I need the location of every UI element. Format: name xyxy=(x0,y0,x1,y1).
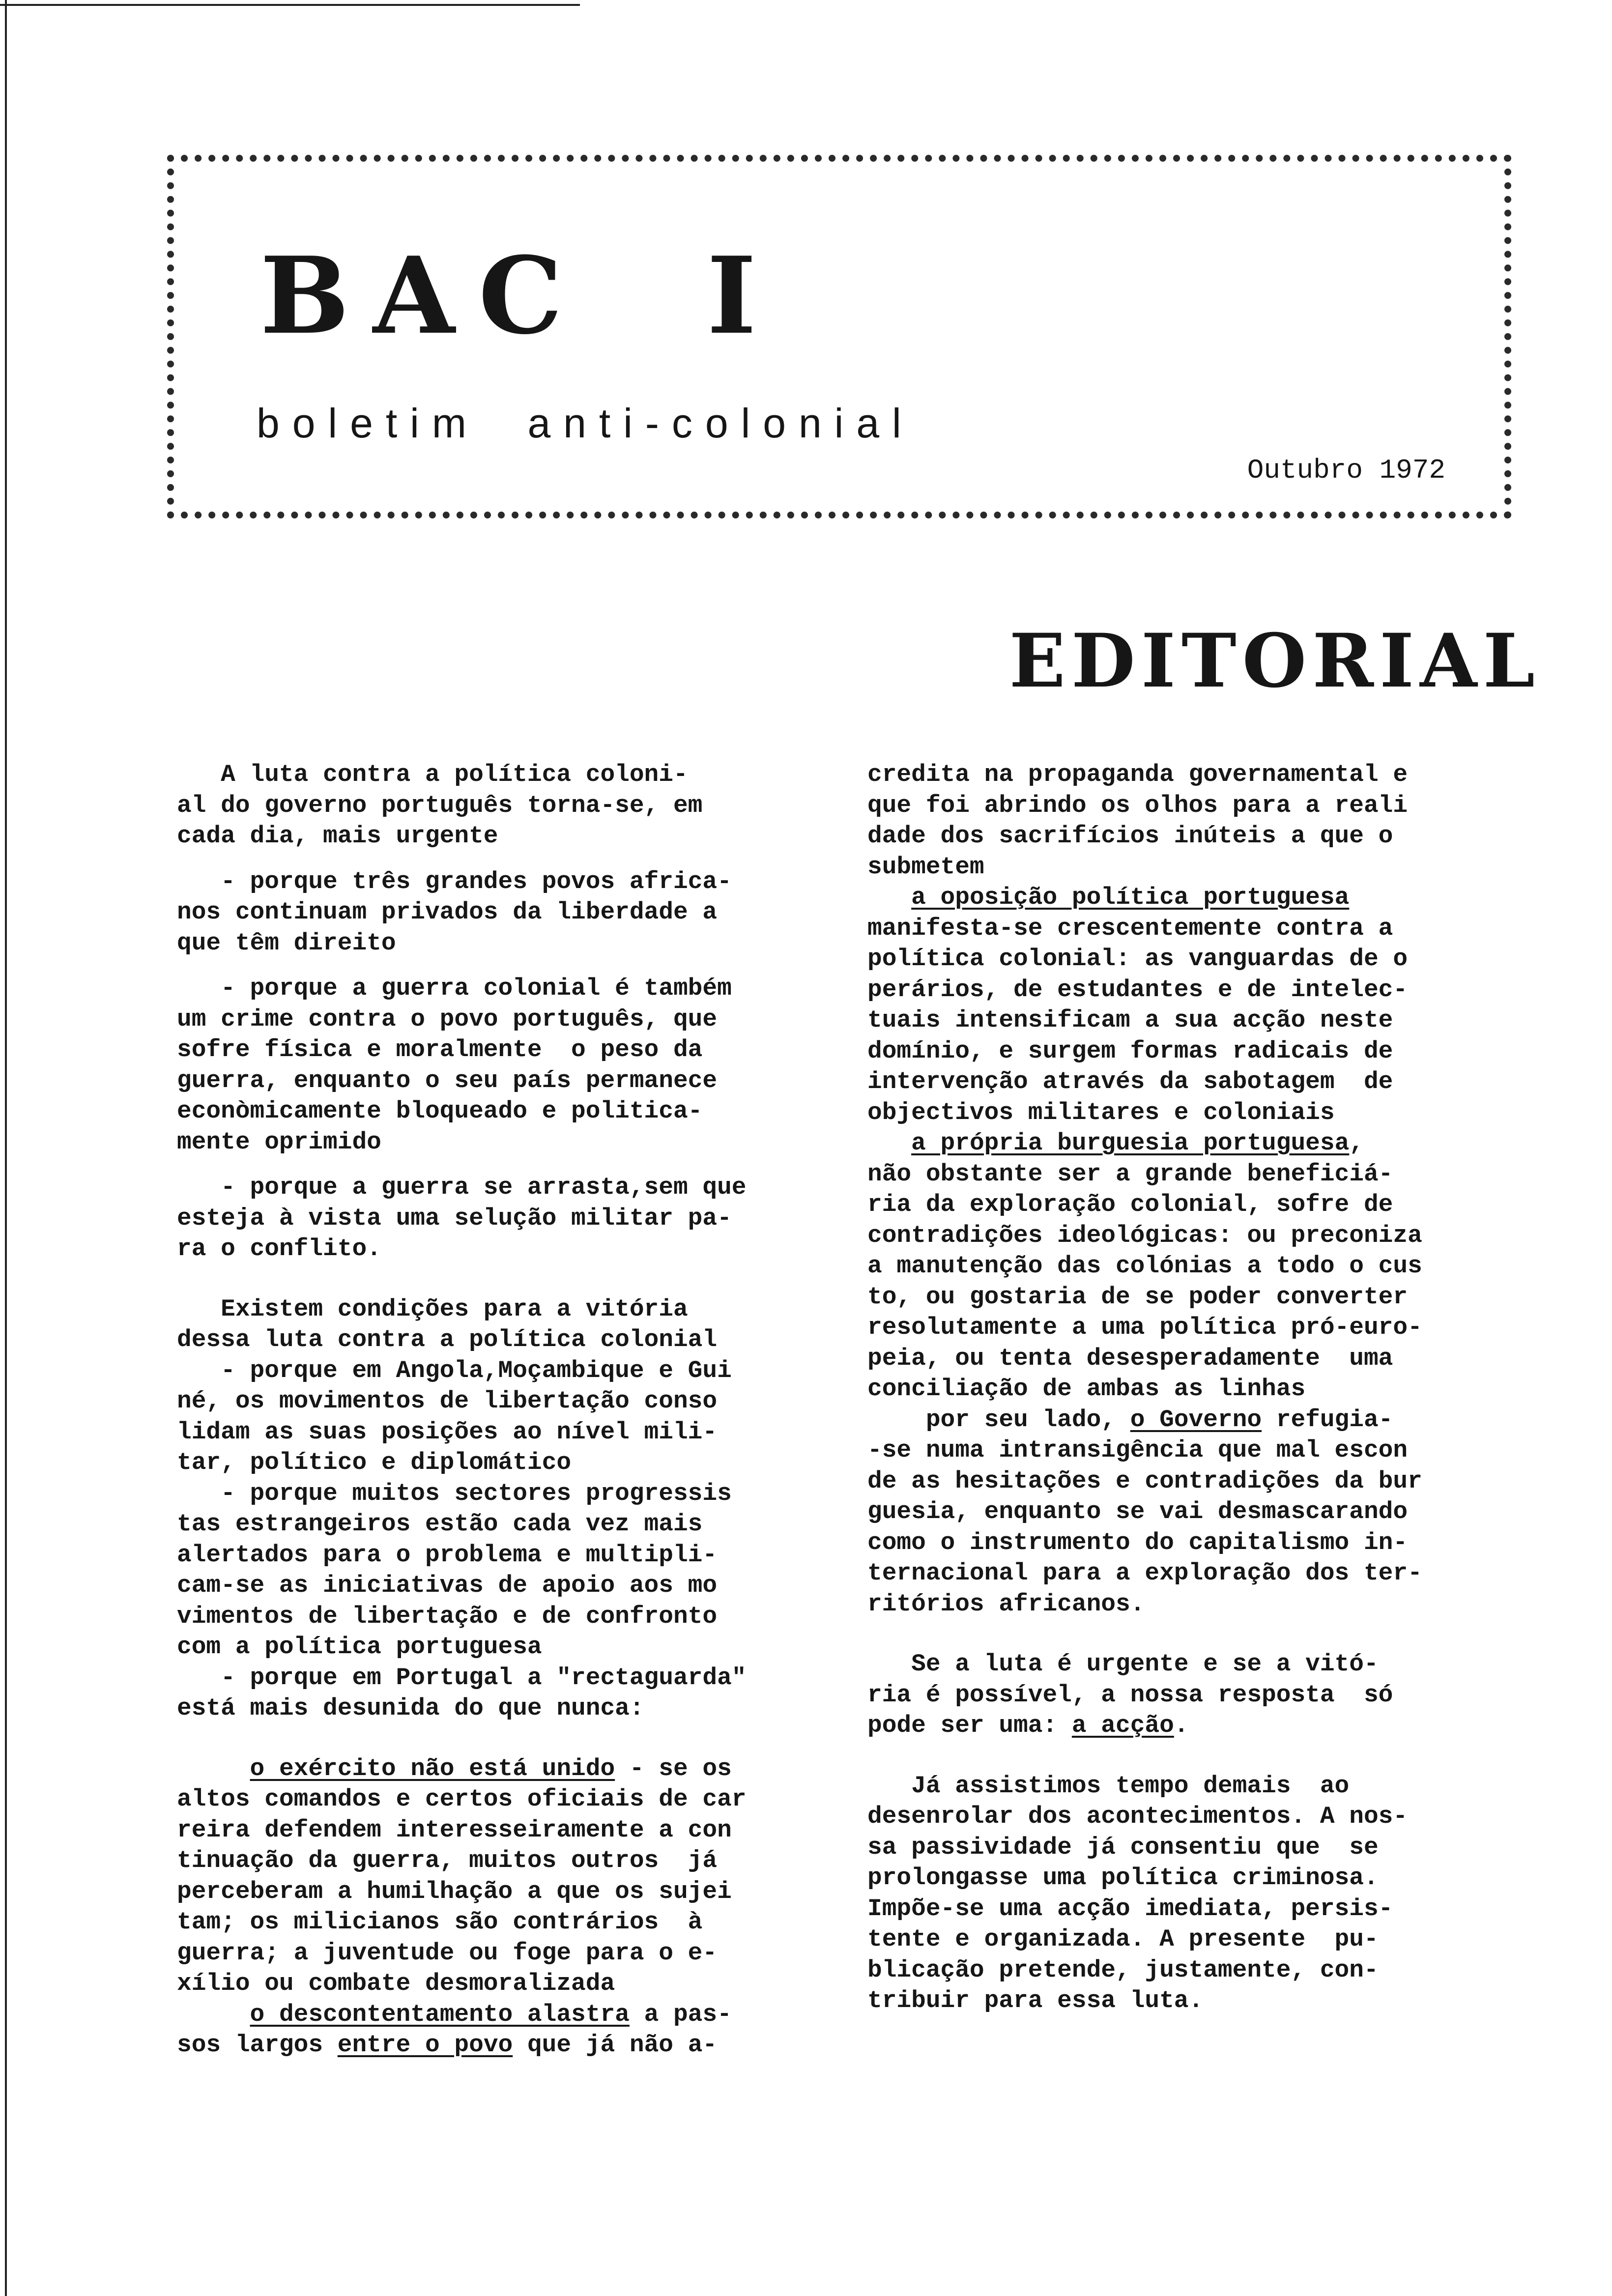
text-line: desenrolar dos acontecimentos. A nos- xyxy=(867,1803,1408,1830)
text-line: tuais intensificam a sua acção neste xyxy=(867,1006,1393,1034)
paragraph-gap xyxy=(867,1741,1422,1771)
paragraph-gap xyxy=(177,1157,747,1172)
text-line: mente oprimido xyxy=(177,1128,381,1156)
text-line: al do governo português torna-se, em xyxy=(177,791,703,819)
masthead-title: BAC I xyxy=(260,233,780,358)
text-line: to, ou gostaria de se poder converter xyxy=(867,1283,1408,1311)
text-line: está mais desunida do que nunca: xyxy=(177,1694,644,1722)
text-line: altos comandos e certos oficiais de car xyxy=(177,1785,747,1813)
text-line: o exército não está unido - se os xyxy=(250,1754,732,1782)
text-line: por seu lado, o Governo refugia- xyxy=(867,1406,1393,1434)
text-line: contradições ideológicas: ou preconiza xyxy=(867,1221,1422,1249)
text-line: - porque a guerra se arrasta,sem que xyxy=(177,1174,747,1201)
issue-date: Outubro 1972 xyxy=(1247,455,1445,486)
underlined-phrase: a acção xyxy=(1071,1712,1174,1739)
text-line: blicação pretende, justamente, con- xyxy=(867,1956,1379,1984)
text-line: não obstante ser a grande beneficiá- xyxy=(867,1160,1393,1188)
scan-edge-top xyxy=(0,4,580,6)
underlined-phrase: a oposição política portuguesa xyxy=(911,884,1350,911)
text-line: a manutenção das colónias a todo o cus xyxy=(867,1252,1422,1280)
text-line: lidam as suas posições ao nível mili- xyxy=(177,1418,718,1446)
text-line: resolutamente a uma política pró-euro- xyxy=(867,1314,1422,1341)
text-line: xílio ou combate desmoralizada xyxy=(177,1970,615,1997)
underlined-phrase: a própria burguesia portuguesa xyxy=(911,1129,1350,1157)
text-line: submetem xyxy=(867,853,984,881)
paragraph-gap xyxy=(177,1724,747,1753)
text-line: - porque muitos sectores progressis xyxy=(177,1479,732,1507)
text-line: objectivos militares e coloniais xyxy=(867,1098,1335,1126)
text-line: nos continuam privados da liberdade a xyxy=(177,898,718,926)
text-line: conciliação de ambas as linhas xyxy=(867,1375,1306,1403)
text-line: que foi abrindo os olhos para a reali xyxy=(867,791,1408,819)
underlined-phrase: o exército não está unido xyxy=(250,1754,615,1782)
text-line: tas estrangeiros estão cada vez mais xyxy=(177,1510,703,1538)
text-line: perários, de estudantes e de intelec- xyxy=(867,976,1408,1004)
text-line: sofre física e moralmente o peso da xyxy=(177,1036,703,1063)
text-line: intervenção através da sabotagem de xyxy=(867,1068,1393,1095)
text-line: tam; os milicianos são contrários à xyxy=(177,1908,703,1936)
text-line: Se a luta é urgente e se a vitó- xyxy=(867,1650,1379,1678)
text-line: dade dos sacrifícios inúteis a que o xyxy=(867,822,1393,850)
text-line: Existem condições para a vitória xyxy=(177,1295,688,1323)
text-line: de as hesitações e contradições da bur xyxy=(867,1467,1422,1495)
text-line: guerra, enquanto o seu país permanece xyxy=(177,1066,718,1094)
text-line: esteja à vista uma selução militar pa- xyxy=(177,1204,732,1232)
text-line: - porque a guerra colonial é também xyxy=(177,975,732,1002)
text-line: credita na propaganda governamental e xyxy=(867,761,1408,788)
text-line: como o instrumento do capitalismo in- xyxy=(867,1528,1408,1556)
text-line: tar, político e diplomático xyxy=(177,1449,572,1476)
text-line: -se numa intransigência que mal escon xyxy=(867,1436,1408,1464)
text-line: perceberam a humilhação a que os sujei xyxy=(177,1877,732,1905)
text-line: ra o conflito. xyxy=(177,1235,381,1263)
text-line: o descontentamento alastra a pas- xyxy=(250,2000,732,2028)
text-line: tinuação da guerra, muitos outros já xyxy=(177,1847,718,1874)
text-line: tente e organizada. A presente pu- xyxy=(867,1925,1379,1953)
right-text-column xyxy=(867,759,1422,2016)
text-line: sa passividade já consentiu que se xyxy=(867,1833,1379,1861)
text-line: ria é possível, a nossa resposta só xyxy=(867,1681,1393,1709)
text-line: ternacional para a exploração dos ter- xyxy=(867,1559,1422,1587)
editorial-heading: EDITORIAL xyxy=(1009,618,1541,704)
text-line: a própria burguesia portuguesa, xyxy=(911,1129,1364,1157)
text-line xyxy=(867,882,1422,913)
text-line: um crime contra o povo português, que xyxy=(177,1005,718,1033)
text-line: - porque três grandes povos africa- xyxy=(177,867,732,895)
text-line: ria da exploração colonial, sofre de xyxy=(867,1191,1393,1218)
text-line: com a política portuguesa xyxy=(177,1633,542,1661)
text-line: pode ser uma: a acção. xyxy=(867,1712,1189,1739)
paragraph-gap xyxy=(867,1619,1422,1649)
text-line: econòmicamente bloqueado e politica- xyxy=(177,1097,703,1125)
text-line: vimentos de libertação e de confronto xyxy=(177,1602,718,1630)
text-line: manifesta-se crescentemente contra a xyxy=(867,914,1393,942)
text-line: tribuir para essa luta. xyxy=(867,1987,1204,2014)
paragraph-gap xyxy=(177,958,747,973)
text-line: prolongasse uma política criminosa. xyxy=(867,1864,1379,1892)
text-line: dessa luta contra a política colonial xyxy=(177,1326,718,1353)
text-line: guesia, enquanto se vai desmascarando xyxy=(867,1498,1408,1525)
text-line: - porque em Angola,Moçambique e Gui xyxy=(177,1356,732,1384)
text-line: cam-se as iniciativas de apoio aos mo xyxy=(177,1572,718,1599)
paragraph-gap xyxy=(177,1264,747,1294)
text-line: domínio, e surgem formas radicais de xyxy=(867,1037,1393,1065)
underlined-phrase: o descontentamento alastra xyxy=(250,2000,630,2028)
text-line: Já assistimos tempo demais ao xyxy=(867,1772,1350,1800)
masthead-subtitle: boletim anti-colonial xyxy=(257,400,914,446)
text-line: alertados para o problema e multipli- xyxy=(177,1541,718,1569)
left-text-column xyxy=(177,759,747,2061)
text-line: política colonial: as vanguardas de o xyxy=(867,945,1408,973)
text-line: A luta contra a política coloni- xyxy=(177,761,688,788)
text-line: peia, ou tenta desesperadamente uma xyxy=(867,1344,1393,1372)
scan-edge-left xyxy=(5,0,7,2296)
underlined-phrase: o Governo xyxy=(1130,1406,1262,1434)
text-line: reira defendem interesseiramente a con xyxy=(177,1816,732,1844)
underlined-phrase: entre o povo xyxy=(337,2031,513,2059)
text-line: cada dia, mais urgente xyxy=(177,822,498,850)
masthead-box xyxy=(167,155,1511,518)
text-line: guerra; a juventude ou foge para o e- xyxy=(177,1939,718,1967)
text-line: Impõe-se uma acção imediata, persis- xyxy=(867,1894,1393,1923)
paragraph-gap xyxy=(177,852,747,866)
text-line: ritórios africanos. xyxy=(867,1590,1145,1618)
text-line: - porque em Portugal a "rectaguarda" xyxy=(177,1664,747,1692)
text-line: que têm direito xyxy=(177,929,396,957)
text-line: né, os movimentos de libertação conso xyxy=(177,1387,718,1415)
text-line: sos largos entre o povo que já não a- xyxy=(177,2031,718,2059)
